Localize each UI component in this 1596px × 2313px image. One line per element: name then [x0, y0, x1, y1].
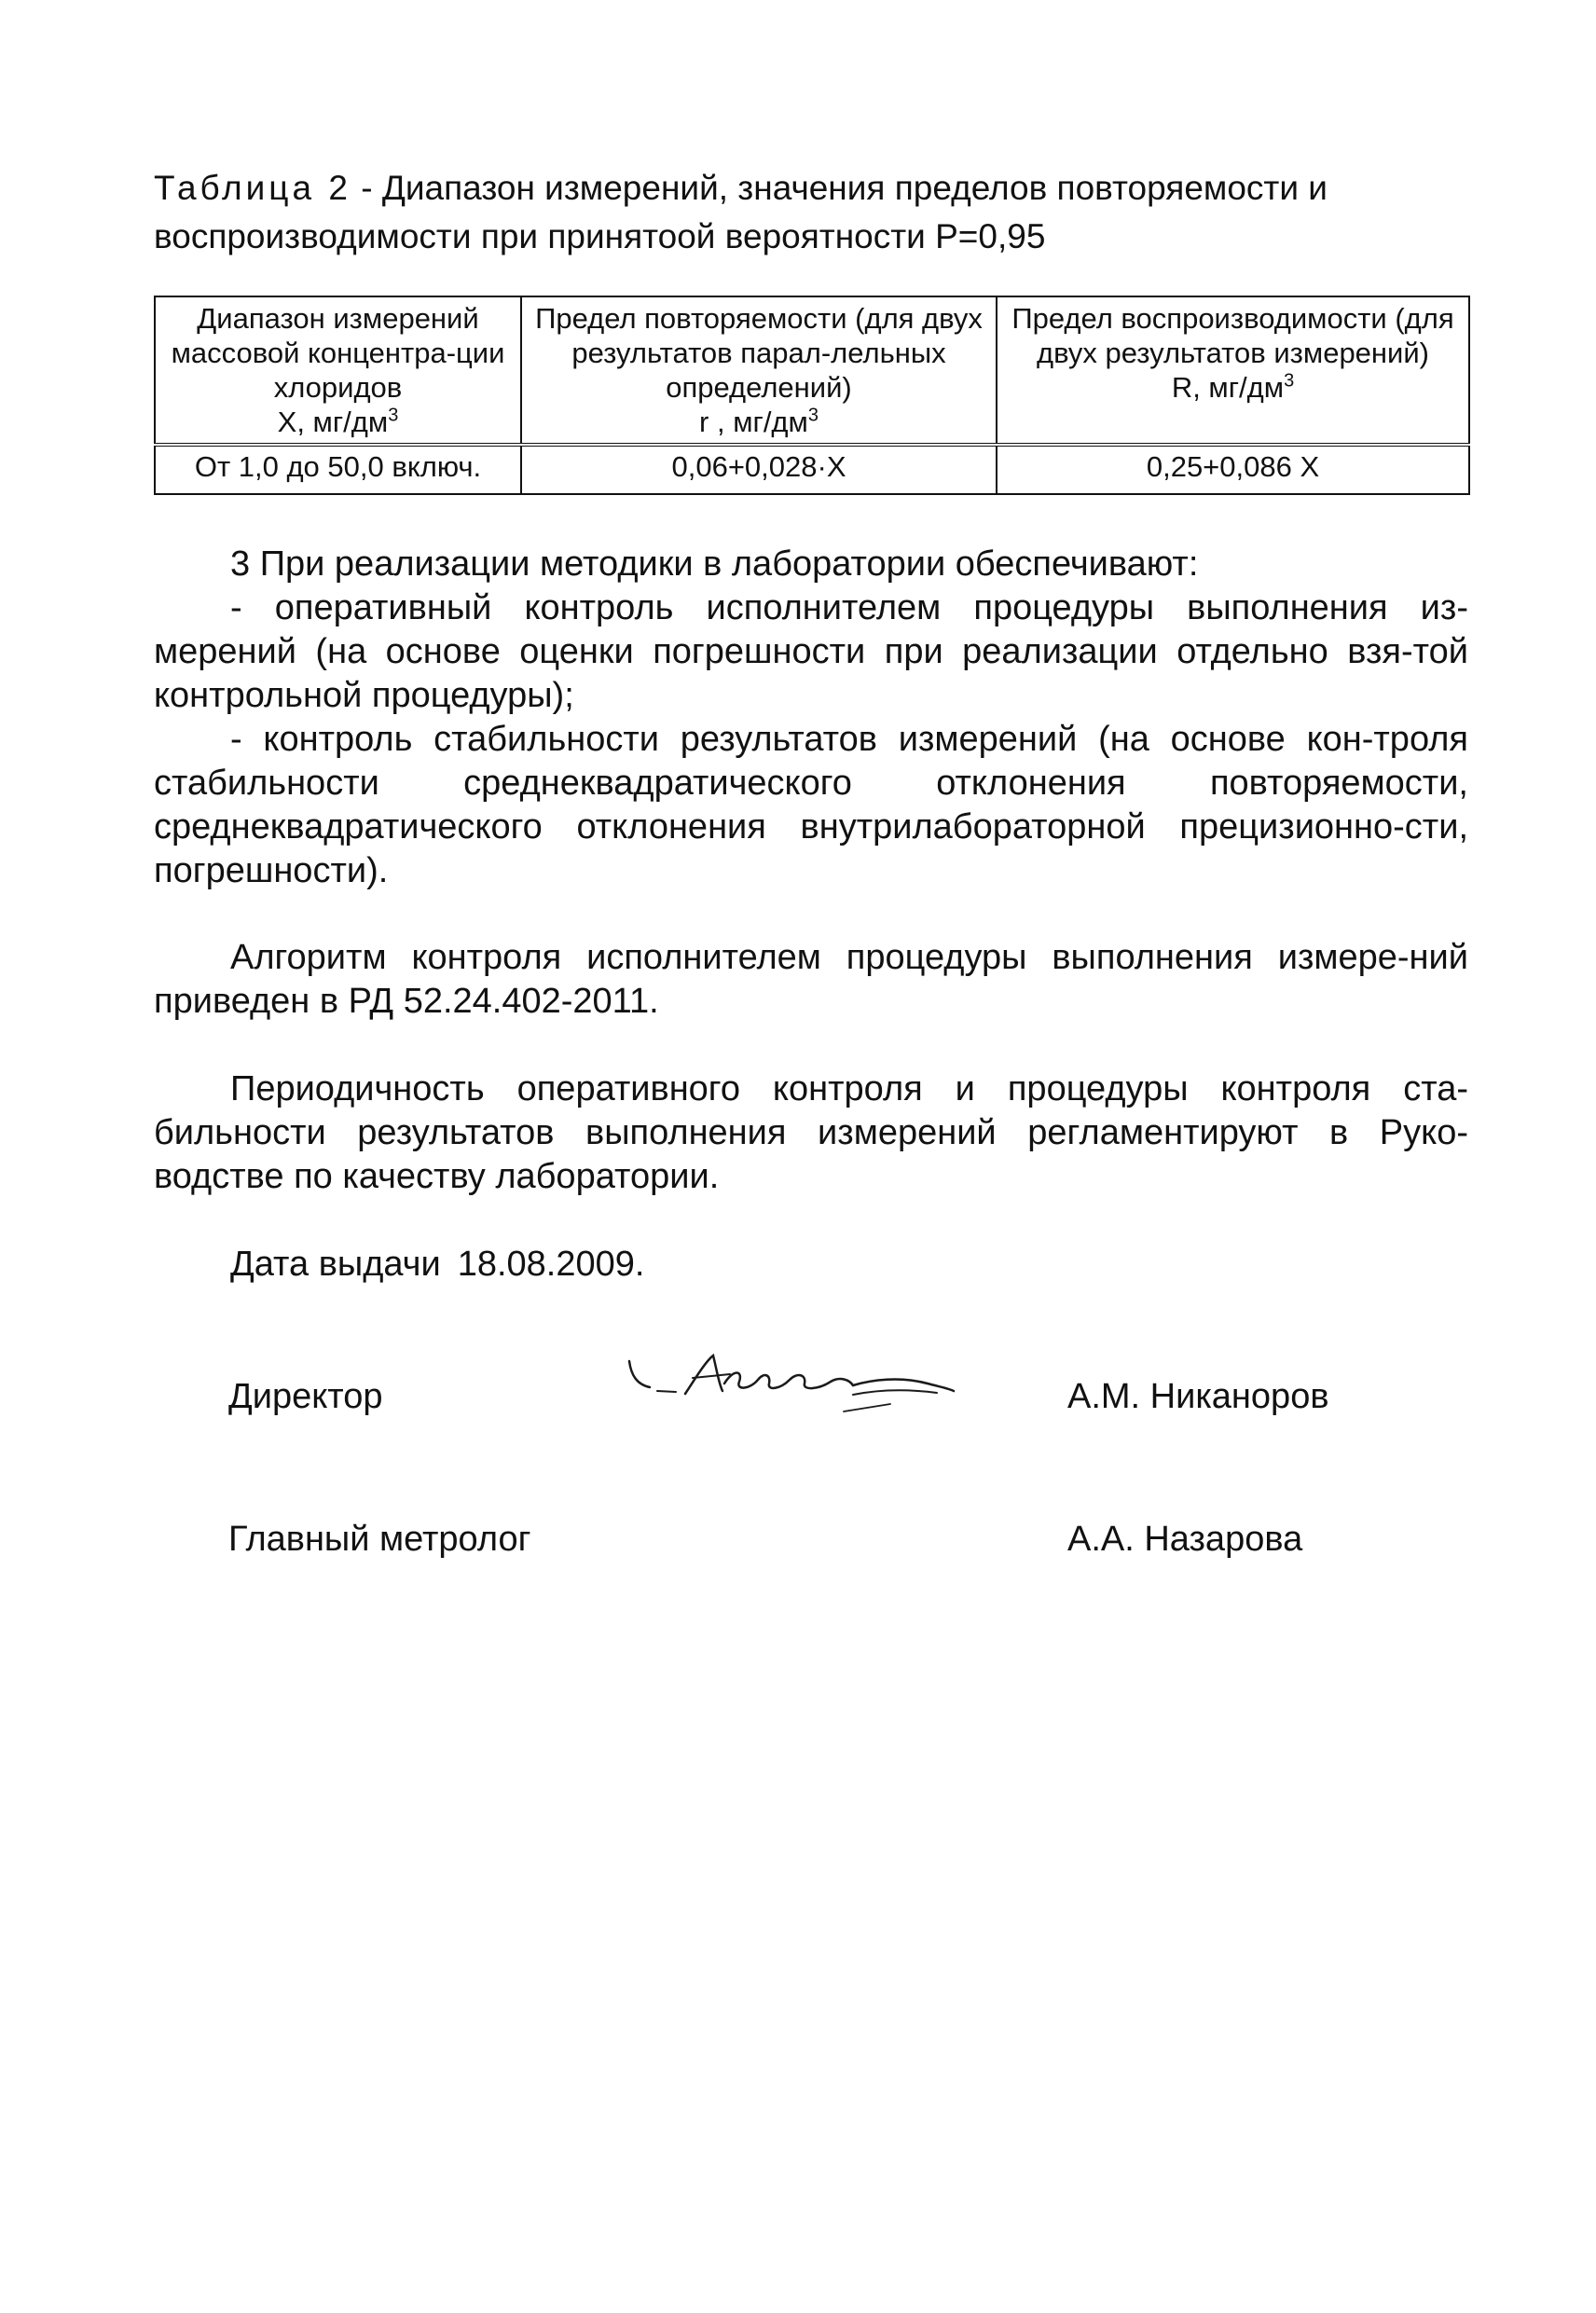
header-symbol-sup: 3	[388, 405, 399, 426]
table-header-cell	[997, 296, 1469, 445]
director-signature	[620, 1342, 965, 1426]
chief-metrologist-name: А.А. Назарова	[1067, 1520, 1303, 1559]
periodicity-paragraph: Периодичность оперативного контроля и процедуры контроля ста-бильности результатов выполнения измерений регламентируют в Руко-водстве по качеству лаборатории.	[154, 1069, 1468, 1196]
table-row	[155, 445, 1469, 494]
section3-item-stability-control: - контроль стабильности результатов измерений (на основе кон-троля стабильности среднеквадратического отклонения повторяемости, среднеквадратического отклонения внутрилабораторной прецизионно-сти, погрешности).	[154, 720, 1468, 890]
header-text: Предел повторяемости (для двух результатов парал-лельных определений)	[535, 302, 983, 404]
header-symbol-text: X, мг/дм	[277, 406, 389, 438]
header-symbol	[1003, 370, 1463, 405]
table-header-cell	[155, 296, 521, 445]
header-symbol-sup: 3	[1284, 370, 1295, 392]
header-symbol-sup: 3	[807, 405, 819, 426]
section3-intro: 3 При реализации методики в лаборатории обеспечивают:	[230, 544, 1199, 584]
table-caption-label: Таблица 2	[154, 169, 351, 207]
header-symbol-text: r , мг/дм	[699, 406, 808, 438]
algorithm-paragraph: Алгоритм контроля исполнителем процедуры выполнения измере-ний приведен в РД 52.24.402-2011.	[154, 938, 1468, 1021]
table-caption	[154, 164, 1459, 261]
header-symbol	[161, 405, 515, 439]
header-text: Предел воспроизводимости (для двух результатов измерений)	[1011, 302, 1454, 369]
director-name: А.М. Никаноров	[1067, 1377, 1329, 1416]
table-caption-text: - Диапазон измерений, значения пределов повторяемости и воспроизводимости при принятоой вероятности Р=0,95	[154, 169, 1328, 255]
chief-metrologist-title: Главный метролог	[228, 1520, 531, 1559]
header-symbol-text: R, мг/дм	[1171, 371, 1285, 404]
section3-item-operational-control: - оперативный контроль исполнителем процедуры выполнения из-мерений (на основе оценки погрешности при реализации отдельно взя-той контрольной процедуры);	[154, 588, 1468, 715]
issue-date-value: 18.08.2009.	[457, 1245, 645, 1284]
issue-date-label: Дата выдачи	[230, 1245, 441, 1284]
measurement-range-table	[154, 296, 1470, 495]
table-cell-range: От 1,0 до 50,0 включ.	[155, 445, 521, 494]
director-title: Директор	[228, 1377, 383, 1416]
table-cell-reproducibility: 0,25+0,086 X	[997, 445, 1469, 494]
table-header-cell	[521, 296, 997, 445]
table-header-row	[155, 296, 1469, 445]
issue-date-line	[230, 1243, 644, 1287]
header-text: Диапазон измерений массовой концентра-ции хлоридов	[171, 302, 505, 404]
header-symbol	[528, 405, 990, 439]
table-cell-repeatability: 0,06+0,028·X	[521, 445, 997, 494]
